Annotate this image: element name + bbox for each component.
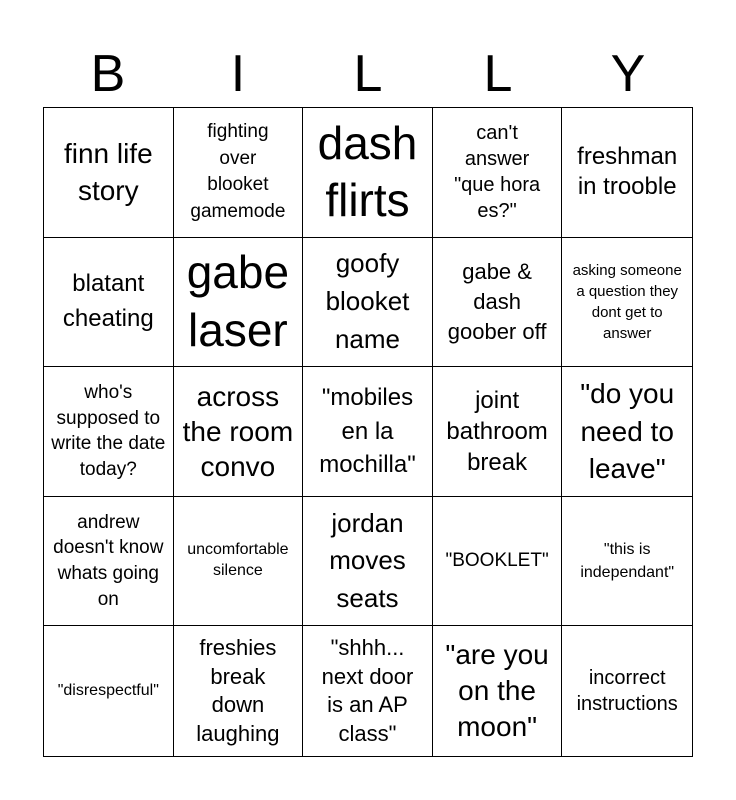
header-letter-l-second: L — [483, 45, 513, 103]
bingo-cell-r1c3[interactable] — [303, 108, 433, 238]
bingo-cell-r2c4[interactable] — [433, 238, 563, 368]
header-letter-b: B — [90, 45, 126, 103]
cell-text: across the room convo — [182, 380, 294, 482]
bingo-cell-r1c1[interactable] — [44, 108, 174, 238]
cell-text: can't answer "que hora es?" — [454, 122, 541, 223]
bingo-cell-r5c1[interactable] — [44, 626, 174, 756]
cell-text: goofy blooket name — [325, 248, 410, 354]
bingo-cell-r4c1[interactable] — [44, 497, 174, 627]
cell-text: uncomfortable silence — [187, 541, 289, 580]
cell-text: andrew doesn't know whats going on — [53, 511, 164, 610]
bingo-board — [43, 107, 693, 757]
cell-text: joint bathroom break — [446, 386, 548, 477]
cell-text: freshman in trooble — [577, 143, 678, 201]
bingo-cell-r5c5[interactable] — [562, 626, 692, 756]
bingo-cell-r3c3[interactable] — [303, 367, 433, 497]
bingo-cell-r2c2[interactable] — [174, 238, 304, 368]
bingo-cell-r1c5[interactable] — [562, 108, 692, 238]
cell-text: "mobiles en la mochilla" — [319, 384, 416, 479]
cell-text: incorrect instructions — [576, 667, 678, 716]
cell-text: who's supposed to write the date today? — [51, 382, 166, 481]
cell-text: freshies break down laughing — [196, 635, 280, 746]
cell-text: gabe & dash goober off — [447, 259, 547, 344]
bingo-cell-r2c1[interactable] — [44, 238, 174, 368]
cell-text: "are you on the moon" — [445, 638, 549, 743]
cell-text: dash flirts — [317, 116, 418, 227]
cell-text: jordan moves seats — [329, 507, 406, 613]
bingo-cell-r5c4[interactable] — [433, 626, 563, 756]
bingo-cell-r5c3[interactable] — [303, 626, 433, 756]
cell-text: "disrespectful" — [57, 682, 159, 700]
bingo-cell-r4c5[interactable] — [562, 497, 692, 627]
bingo-cell-r4c3[interactable] — [303, 497, 433, 627]
cell-text: blatant cheating — [62, 270, 154, 332]
bingo-cell-r1c2[interactable] — [174, 108, 304, 238]
bingo-header — [43, 42, 693, 106]
bingo-cell-r1c4[interactable] — [433, 108, 563, 238]
cell-text: finn life story — [63, 137, 153, 207]
cell-text: gabe laser — [186, 246, 290, 356]
cell-text: "shhh... next door is an AP class" — [321, 635, 414, 746]
bingo-cell-r4c2[interactable] — [174, 497, 304, 627]
bingo-cell-r5c2[interactable] — [174, 626, 304, 756]
bingo-cell-r2c5[interactable] — [562, 238, 692, 368]
bingo-cell-r3c4[interactable] — [433, 367, 563, 497]
header-letter-y: Y — [610, 45, 646, 103]
bingo-cell-r3c2[interactable] — [174, 367, 304, 497]
bingo-cell-r3c5[interactable] — [562, 367, 692, 497]
cell-text: "do you need to leave" — [580, 377, 675, 485]
bingo-cell-r4c4[interactable] — [433, 497, 563, 627]
header-letter-i: I — [230, 45, 246, 103]
header-letter-l: L — [353, 45, 383, 103]
cell-text: asking someone a question they dont get to answer — [572, 261, 682, 342]
cell-text: fighting over blooket gamemode — [190, 121, 286, 222]
cell-text: "BOOKLET" — [445, 549, 549, 571]
cell-text: "this is independant" — [580, 540, 675, 582]
bingo-cell-r3c1[interactable] — [44, 367, 174, 497]
bingo-cell-r2c3[interactable] — [303, 238, 433, 368]
